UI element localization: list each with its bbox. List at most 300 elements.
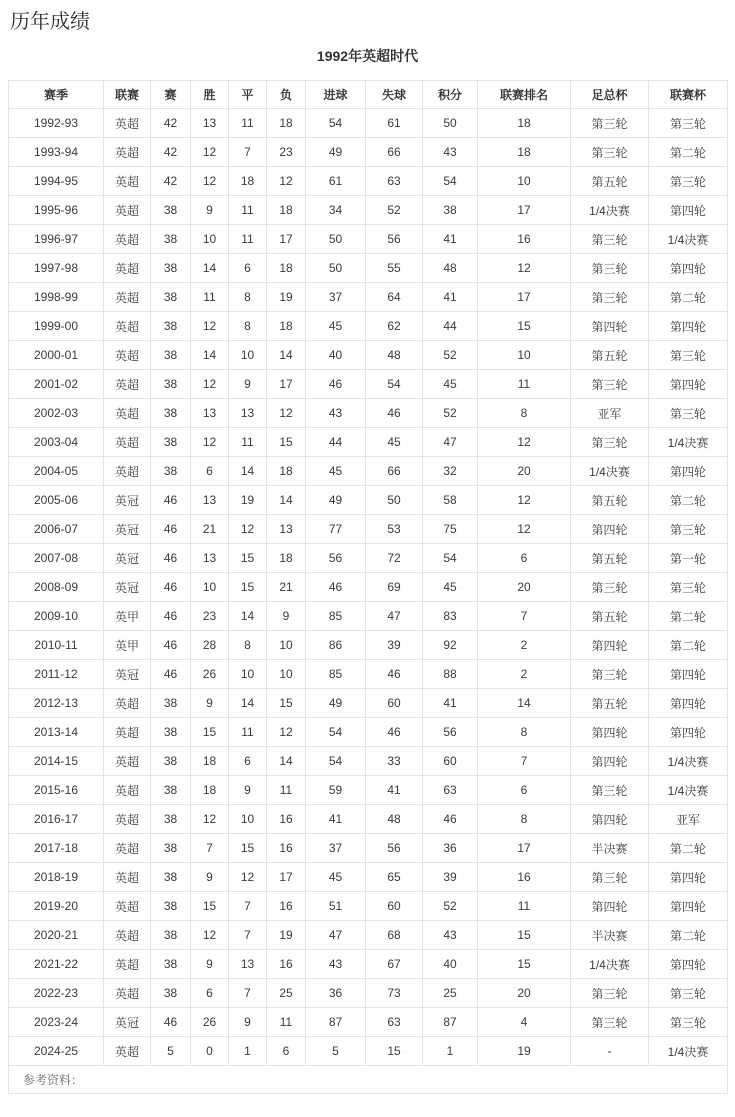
cell-goals-against: 56 [366,834,423,863]
cell-season: 1996-97 [9,225,104,254]
cell-league: 英超 [104,138,151,167]
cell-drawn: 8 [229,312,267,341]
cell-points: 45 [423,370,478,399]
cell-lost: 12 [267,718,306,747]
cell-drawn: 10 [229,805,267,834]
cell-fa-cup: 1/4决赛 [571,950,649,979]
cell-league-position: 7 [478,602,571,631]
cell-season: 1999-00 [9,312,104,341]
cell-fa-cup: 第四轮 [571,631,649,660]
cell-fa-cup: 第四轮 [571,718,649,747]
cell-goals-for: 51 [306,892,366,921]
cell-goals-against: 63 [366,1008,423,1037]
cell-lost: 18 [267,109,306,138]
cell-league: 英超 [104,979,151,1008]
table-row [9,1037,728,1066]
col-header-fa-cup: 足总杯 [571,81,649,109]
cell-lost: 18 [267,254,306,283]
cell-league-position: 15 [478,312,571,341]
cell-goals-for: 46 [306,573,366,602]
cell-goals-against: 15 [366,1037,423,1066]
cell-league-position: 10 [478,167,571,196]
cell-fa-cup: 第四轮 [571,747,649,776]
cell-lost: 18 [267,457,306,486]
cell-lost: 16 [267,892,306,921]
cell-goals-against: 33 [366,747,423,776]
cell-won: 12 [191,138,229,167]
cell-drawn: 10 [229,341,267,370]
cell-season: 2011-12 [9,660,104,689]
cell-goals-for: 44 [306,428,366,457]
cell-fa-cup: 第三轮 [571,573,649,602]
cell-drawn: 14 [229,602,267,631]
cell-played: 46 [151,602,191,631]
cell-goals-for: 54 [306,718,366,747]
col-header-points: 积分 [423,81,478,109]
cell-points: 52 [423,399,478,428]
cell-lost: 17 [267,370,306,399]
cell-league-cup: 亚军 [649,805,728,834]
cell-drawn: 10 [229,660,267,689]
cell-season: 1993-94 [9,138,104,167]
cell-goals-against: 65 [366,863,423,892]
cell-goals-for: 5 [306,1037,366,1066]
cell-points: 43 [423,921,478,950]
cell-season: 2024-25 [9,1037,104,1066]
cell-drawn: 11 [229,109,267,138]
cell-played: 38 [151,892,191,921]
table-row [9,399,728,428]
cell-league: 英甲 [104,602,151,631]
cell-played: 38 [151,428,191,457]
cell-fa-cup: 第三轮 [571,776,649,805]
cell-league: 英超 [104,370,151,399]
header-row [9,81,728,109]
cell-points: 87 [423,1008,478,1037]
cell-season: 2009-10 [9,602,104,631]
cell-league: 英冠 [104,515,151,544]
table-row [9,515,728,544]
col-header-drawn: 平 [229,81,267,109]
col-header-league-position: 联赛排名 [478,81,571,109]
cell-lost: 11 [267,776,306,805]
cell-league: 英超 [104,457,151,486]
cell-goals-against: 48 [366,341,423,370]
cell-played: 42 [151,138,191,167]
cell-league-cup: 第四轮 [649,370,728,399]
table-row [9,950,728,979]
table-row [9,109,728,138]
cell-won: 12 [191,167,229,196]
cell-league-cup: 1/4决赛 [649,225,728,254]
cell-league-position: 8 [478,399,571,428]
cell-played: 38 [151,225,191,254]
cell-league-cup: 第三轮 [649,167,728,196]
cell-league-position: 8 [478,718,571,747]
table-row [9,544,728,573]
cell-league-position: 17 [478,283,571,312]
cell-points: 58 [423,486,478,515]
table-row [9,428,728,457]
cell-goals-against: 66 [366,138,423,167]
cell-goals-for: 85 [306,660,366,689]
cell-won: 10 [191,573,229,602]
cell-league-position: 6 [478,544,571,573]
cell-season: 2001-02 [9,370,104,399]
cell-goals-for: 43 [306,399,366,428]
cell-drawn: 13 [229,399,267,428]
table-row [9,602,728,631]
cell-won: 13 [191,486,229,515]
cell-points: 45 [423,573,478,602]
cell-played: 46 [151,573,191,602]
cell-goals-against: 64 [366,283,423,312]
cell-lost: 18 [267,196,306,225]
cell-league-cup: 第四轮 [649,196,728,225]
cell-drawn: 1 [229,1037,267,1066]
cell-fa-cup: 半决赛 [571,834,649,863]
cell-drawn: 7 [229,921,267,950]
table-row [9,370,728,399]
cell-played: 38 [151,979,191,1008]
cell-points: 43 [423,138,478,167]
cell-points: 25 [423,979,478,1008]
cell-fa-cup: 第三轮 [571,254,649,283]
cell-goals-for: 40 [306,341,366,370]
cell-league: 英冠 [104,544,151,573]
cell-fa-cup: 第五轮 [571,689,649,718]
cell-league-position: 18 [478,138,571,167]
cell-goals-for: 49 [306,689,366,718]
cell-league-position: 16 [478,225,571,254]
table-row [9,631,728,660]
cell-goals-against: 60 [366,689,423,718]
cell-goals-for: 36 [306,979,366,1008]
cell-league: 英超 [104,225,151,254]
cell-league-cup: 第三轮 [649,109,728,138]
cell-league-position: 15 [478,921,571,950]
cell-league: 英超 [104,805,151,834]
cell-goals-for: 77 [306,515,366,544]
cell-goals-for: 87 [306,1008,366,1037]
table-row [9,689,728,718]
cell-league: 英超 [104,109,151,138]
cell-goals-for: 45 [306,457,366,486]
cell-lost: 12 [267,167,306,196]
cell-drawn: 9 [229,370,267,399]
cell-league-cup: 第三轮 [649,1008,728,1037]
cell-season: 2005-06 [9,486,104,515]
cell-league: 英超 [104,341,151,370]
cell-league: 英超 [104,718,151,747]
cell-played: 38 [151,370,191,399]
cell-played: 46 [151,544,191,573]
cell-drawn: 11 [229,718,267,747]
cell-lost: 10 [267,660,306,689]
cell-league-cup: 1/4决赛 [649,747,728,776]
cell-drawn: 15 [229,544,267,573]
cell-played: 42 [151,109,191,138]
table-row [9,225,728,254]
cell-league-cup: 第四轮 [649,863,728,892]
cell-season: 2017-18 [9,834,104,863]
cell-played: 38 [151,312,191,341]
cell-league-position: 16 [478,863,571,892]
cell-drawn: 9 [229,1008,267,1037]
cell-goals-for: 86 [306,631,366,660]
cell-league-cup: 1/4决赛 [649,428,728,457]
cell-league-cup: 第四轮 [649,457,728,486]
cell-league-cup: 第二轮 [649,138,728,167]
cell-league-position: 18 [478,109,571,138]
cell-league-position: 2 [478,631,571,660]
cell-season: 2021-22 [9,950,104,979]
cell-league-position: 10 [478,341,571,370]
cell-league-position: 12 [478,486,571,515]
cell-played: 5 [151,1037,191,1066]
cell-played: 38 [151,834,191,863]
cell-drawn: 11 [229,196,267,225]
cell-league-cup: 第二轮 [649,631,728,660]
table-row [9,892,728,921]
col-header-league-cup: 联赛杯 [649,81,728,109]
cell-fa-cup: 第三轮 [571,1008,649,1037]
cell-goals-for: 37 [306,283,366,312]
cell-goals-against: 45 [366,428,423,457]
table-row [9,138,728,167]
cell-drawn: 7 [229,138,267,167]
cell-lost: 9 [267,602,306,631]
table-body [9,109,728,1066]
col-header-league: 联赛 [104,81,151,109]
cell-league: 英超 [104,428,151,457]
cell-goals-for: 56 [306,544,366,573]
table-caption: 1992年英超时代 [316,48,419,64]
cell-drawn: 9 [229,776,267,805]
cell-goals-against: 67 [366,950,423,979]
cell-league: 英超 [104,689,151,718]
cell-league-position: 4 [478,1008,571,1037]
table-row [9,167,728,196]
cell-league-cup: 第二轮 [649,283,728,312]
cell-league-position: 11 [478,370,571,399]
cell-won: 12 [191,428,229,457]
results-table [8,80,728,1094]
table-row [9,254,728,283]
cell-goals-for: 54 [306,109,366,138]
cell-fa-cup: 第三轮 [571,428,649,457]
cell-league-cup: 第一轮 [649,544,728,573]
cell-drawn: 15 [229,573,267,602]
col-header-played: 赛 [151,81,191,109]
table-row [9,921,728,950]
cell-season: 2012-13 [9,689,104,718]
cell-won: 23 [191,602,229,631]
cell-season: 1992-93 [9,109,104,138]
cell-league-cup: 第四轮 [649,689,728,718]
cell-won: 13 [191,399,229,428]
cell-points: 41 [423,283,478,312]
col-header-won: 胜 [191,81,229,109]
cell-drawn: 12 [229,515,267,544]
cell-points: 41 [423,225,478,254]
cell-drawn: 18 [229,167,267,196]
cell-goals-for: 50 [306,225,366,254]
cell-won: 13 [191,544,229,573]
cell-drawn: 6 [229,254,267,283]
cell-points: 75 [423,515,478,544]
cell-league-cup: 第三轮 [649,399,728,428]
cell-won: 9 [191,863,229,892]
cell-league-position: 14 [478,689,571,718]
cell-league-cup: 第二轮 [649,834,728,863]
footer-row [9,1066,728,1094]
cell-points: 38 [423,196,478,225]
cell-won: 15 [191,718,229,747]
cell-points: 54 [423,544,478,573]
table-row [9,660,728,689]
cell-fa-cup: 亚军 [571,399,649,428]
cell-league: 英超 [104,167,151,196]
cell-league: 英冠 [104,486,151,515]
cell-lost: 21 [267,573,306,602]
cell-won: 26 [191,1008,229,1037]
cell-drawn: 8 [229,631,267,660]
cell-won: 13 [191,109,229,138]
cell-drawn: 14 [229,689,267,718]
cell-goals-against: 39 [366,631,423,660]
table-row [9,573,728,602]
cell-goals-against: 69 [366,573,423,602]
cell-played: 38 [151,776,191,805]
cell-season: 1997-98 [9,254,104,283]
cell-played: 38 [151,196,191,225]
cell-fa-cup: 半决赛 [571,921,649,950]
cell-won: 6 [191,457,229,486]
cell-goals-against: 47 [366,602,423,631]
cell-goals-against: 52 [366,196,423,225]
cell-drawn: 11 [229,428,267,457]
cell-goals-for: 49 [306,486,366,515]
cell-played: 38 [151,283,191,312]
cell-season: 2000-01 [9,341,104,370]
cell-goals-against: 53 [366,515,423,544]
cell-drawn: 8 [229,283,267,312]
cell-season: 1998-99 [9,283,104,312]
cell-goals-against: 72 [366,544,423,573]
cell-season: 2008-09 [9,573,104,602]
cell-season: 2016-17 [9,805,104,834]
cell-league: 英冠 [104,1008,151,1037]
cell-fa-cup: 第三轮 [571,863,649,892]
cell-lost: 19 [267,283,306,312]
table-row [9,747,728,776]
cell-fa-cup: 第五轮 [571,486,649,515]
cell-league-position: 20 [478,979,571,1008]
cell-lost: 14 [267,747,306,776]
table-row [9,283,728,312]
cell-league: 英超 [104,892,151,921]
cell-league-cup: 1/4决赛 [649,776,728,805]
cell-league: 英超 [104,254,151,283]
cell-league: 英超 [104,312,151,341]
cell-league-position: 12 [478,254,571,283]
cell-won: 9 [191,689,229,718]
cell-goals-for: 59 [306,776,366,805]
cell-lost: 19 [267,921,306,950]
cell-league-cup: 1/4决赛 [649,1037,728,1066]
cell-played: 46 [151,660,191,689]
cell-league-cup: 第四轮 [649,950,728,979]
cell-points: 41 [423,689,478,718]
cell-fa-cup: 第五轮 [571,341,649,370]
cell-played: 38 [151,805,191,834]
cell-league-cup: 第二轮 [649,602,728,631]
cell-league: 英超 [104,776,151,805]
cell-goals-against: 61 [366,109,423,138]
cell-league-cup: 第三轮 [649,573,728,602]
cell-goals-against: 56 [366,225,423,254]
cell-season: 2004-05 [9,457,104,486]
cell-won: 12 [191,805,229,834]
cell-played: 38 [151,921,191,950]
cell-won: 18 [191,747,229,776]
cell-goals-for: 34 [306,196,366,225]
cell-fa-cup: 1/4决赛 [571,457,649,486]
cell-played: 38 [151,689,191,718]
cell-won: 9 [191,196,229,225]
cell-season: 2003-04 [9,428,104,457]
cell-won: 12 [191,312,229,341]
cell-won: 9 [191,950,229,979]
col-header-lost: 负 [267,81,306,109]
cell-league-cup: 第四轮 [649,660,728,689]
cell-won: 6 [191,979,229,1008]
cell-league-cup: 第三轮 [649,341,728,370]
cell-league-position: 19 [478,1037,571,1066]
cell-lost: 14 [267,486,306,515]
table-row [9,863,728,892]
cell-league-cup: 第四轮 [649,312,728,341]
cell-lost: 11 [267,1008,306,1037]
cell-played: 38 [151,399,191,428]
cell-drawn: 15 [229,834,267,863]
cell-fa-cup: 第三轮 [571,370,649,399]
cell-goals-against: 46 [366,660,423,689]
cell-league-cup: 第二轮 [649,486,728,515]
cell-goals-for: 37 [306,834,366,863]
cell-points: 50 [423,109,478,138]
cell-goals-against: 46 [366,399,423,428]
cell-lost: 17 [267,863,306,892]
cell-points: 32 [423,457,478,486]
cell-points: 47 [423,428,478,457]
cell-fa-cup: 第五轮 [571,602,649,631]
cell-drawn: 19 [229,486,267,515]
cell-goals-for: 50 [306,254,366,283]
cell-season: 2020-21 [9,921,104,950]
cell-league-cup: 第二轮 [649,921,728,950]
table-footer [9,1066,728,1094]
cell-league-position: 11 [478,892,571,921]
cell-lost: 18 [267,312,306,341]
cell-league: 英超 [104,863,151,892]
cell-fa-cup: 第四轮 [571,805,649,834]
cell-fa-cup: 第四轮 [571,892,649,921]
cell-lost: 16 [267,805,306,834]
cell-points: 60 [423,747,478,776]
cell-league: 英超 [104,747,151,776]
